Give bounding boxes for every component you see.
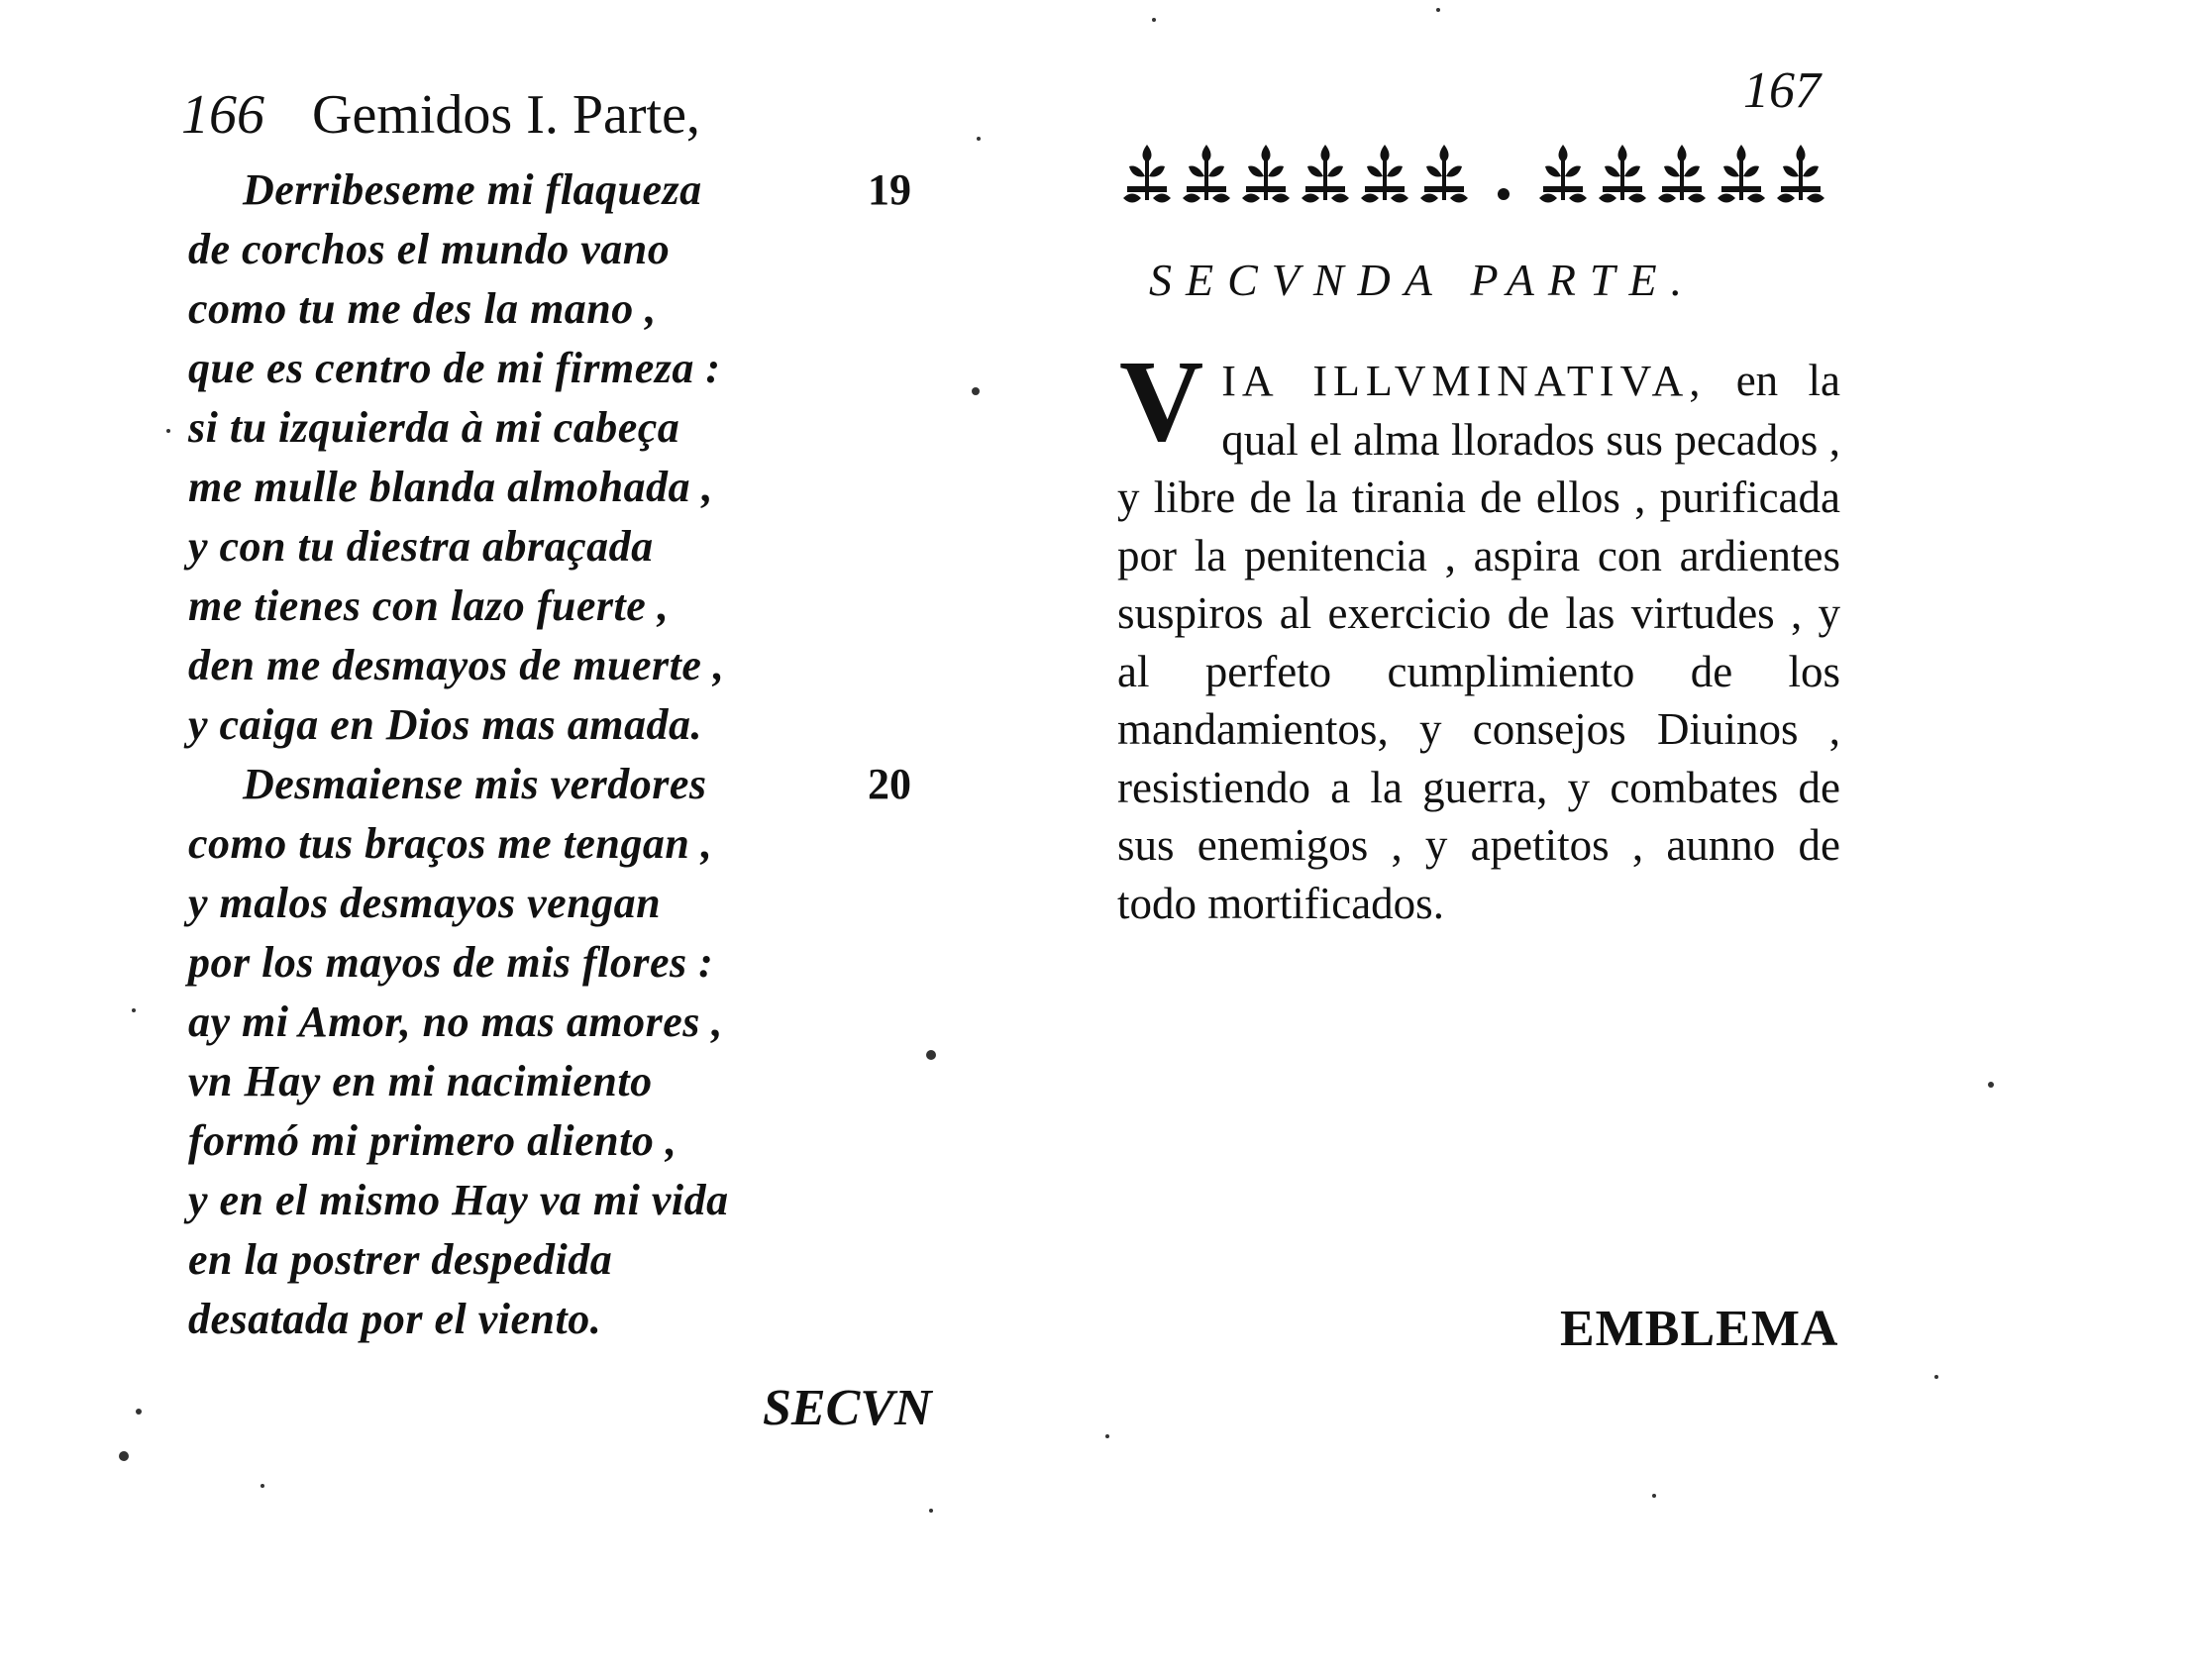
- verse-line: me mulle blanda almohada ,: [188, 463, 714, 511]
- verse-line: y malos desmayos vengan: [188, 879, 662, 927]
- lead-caps: IA ILLVMINATIVA,: [1221, 357, 1707, 405]
- verse-line: si tu izquierda à mi cabeça: [188, 403, 680, 452]
- verse-line: Desmaiense mis verdores: [243, 760, 707, 808]
- section-title: SECVNDA PARTE.: [1149, 255, 1697, 305]
- verse-line: y caiga en Dios mas amada.: [188, 700, 702, 749]
- catchword: EMBLEMA: [1560, 1301, 1839, 1357]
- verse-line: Derribeseme mi flaqueza: [243, 165, 702, 214]
- verse-line: por los mayos de mis flores :: [188, 938, 714, 987]
- drop-cap: V: [1119, 336, 1204, 466]
- poem: [188, 160, 941, 1349]
- verse-line: y con tu diestra abraçada: [188, 522, 654, 571]
- verse-line: como tus braços me tengan ,: [188, 819, 713, 868]
- running-head: [181, 84, 700, 146]
- page-number: 167: [1743, 62, 1821, 119]
- fleuron-ornament-band: [1117, 137, 1830, 216]
- verse-line: en la postrer despedida: [188, 1235, 613, 1284]
- verse-line: formó mi primero aliento ,: [188, 1116, 677, 1165]
- body-text: [1117, 336, 1840, 932]
- right-page: [1090, 0, 2188, 1680]
- verse-line: y en el mismo Hay va mi vida: [188, 1176, 729, 1224]
- verse-line: vn Hay en mi nacimiento: [188, 1057, 653, 1105]
- verse-line: que es centro de mi firmeza :: [188, 344, 721, 392]
- verse-line: como tu me des la mano ,: [188, 284, 657, 333]
- verse-line: me tienes con lazo fuerte ,: [188, 581, 670, 630]
- paragraph: [1117, 336, 1840, 932]
- verse-line: desatada por el viento.: [188, 1295, 602, 1343]
- page-number: 166: [181, 84, 264, 146]
- verse-line: de corchos el mundo vano: [188, 225, 671, 273]
- stanza-number: 20: [868, 760, 911, 808]
- stanza-number: 19: [868, 165, 911, 214]
- stanza: [188, 755, 941, 1349]
- verse-line: ay mi Amor, no mas amores ,: [188, 998, 723, 1046]
- verse-line: den me desmayos de muerte ,: [188, 641, 725, 689]
- left-page: [0, 0, 1090, 1680]
- stanza: [188, 160, 941, 755]
- paragraph-text: en la qual el alma llorados sus pecados , y libre de la tirania de ellos , purificada por la penitencia , aspira con ardientes suspiros al exercicio de las virtudes , y al perfeto cumplimiento de los mandamientos, y consejos Diuinos , resistiendo a la guerra, y combates de sus enemigos , y apetitos , aunno de todo mortificados.: [1117, 356, 1840, 928]
- catchword: SECVN: [763, 1380, 932, 1436]
- running-title: Gemidos I. Parte,: [312, 84, 700, 146]
